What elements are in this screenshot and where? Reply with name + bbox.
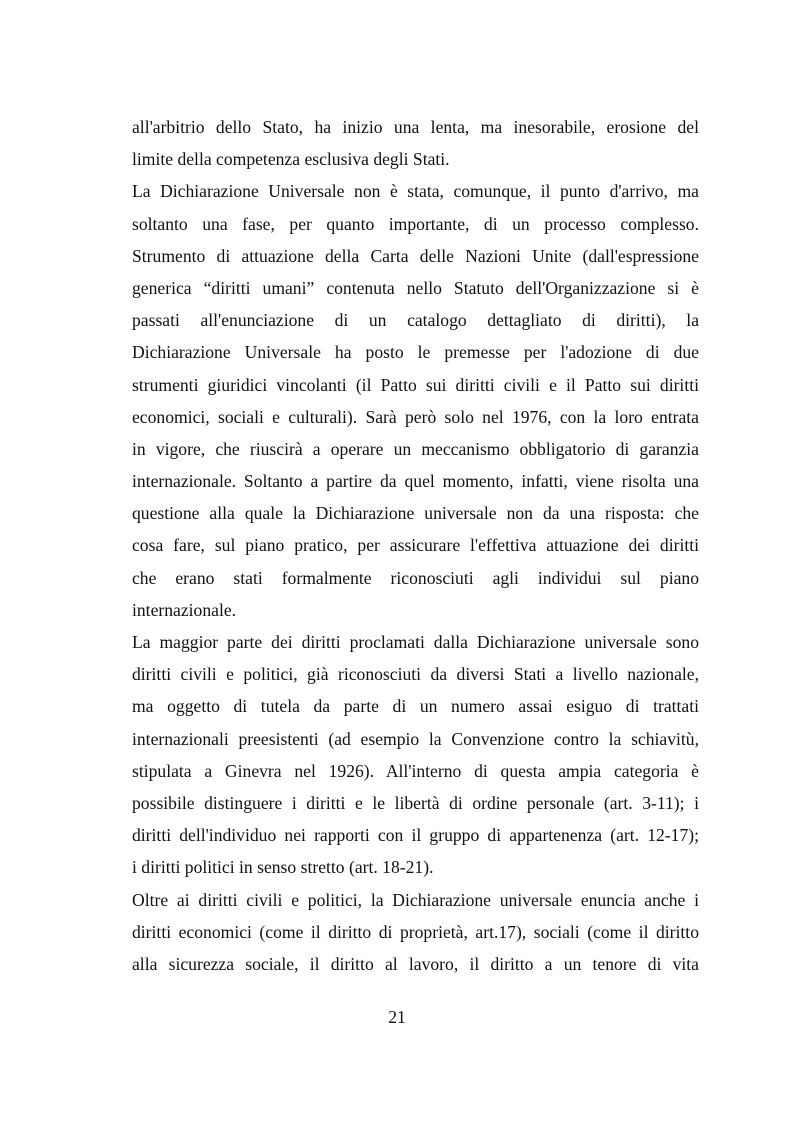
text-line: diritti dell'individuo nei rapporti con il gruppo di appartenenza (art. 12-17); [132,825,699,846]
text-line: La Dichiarazione Universale non è stata, comunque, il punto d'arrivo, ma [132,181,699,202]
text-line: Strumento di attuazione della Carta delle Nazioni Unite (dall'espressione [132,245,699,266]
text-line: che erano stati formalmente riconosciuti agli individui sul piano [132,567,699,588]
text-line: in vigore, che riuscirà a operare un meccanismo obbligatorio di garanzia [132,438,699,459]
text-line: economici, sociali e culturali). Sarà però solo nel 1976, con la loro entrata [132,406,699,427]
text-line: internazionale. Soltanto a partire da quel momento, infatti, viene risolta una [132,471,699,492]
text-line: diritti civili e politici, già riconosciuti da diversi Stati a livello nazionale, [132,664,699,685]
text-line: limite della competenza esclusiva degli Stati. [132,149,450,170]
text-line: i diritti politici in senso stretto (art. 18-21). [132,857,434,878]
text-line: soltanto una fase, per quanto importante, di un processo complesso. [132,213,699,234]
text-line: stipulata a Ginevra nel 1926). All'interno di questa ampia categoria è [132,760,699,781]
text-line: all'arbitrio dello Stato, ha inizio una lenta, ma inesorabile, erosione del [132,117,699,137]
text-line: strumenti giuridici vincolanti (il Patto sui diritti civili e il Patto sui diritti [132,374,699,395]
text-line: cosa fare, sul piano pratico, per assicurare l'effettiva attuazione dei diritti [132,535,699,556]
text-line: passati all'enunciazione di un catalogo dettagliato di diritti), la [132,310,699,331]
text-line: alla sicurezza sociale, il diritto al lavoro, il diritto a un tenore di vita [132,953,699,974]
text-line: questione alla quale la Dichiarazione universale non da una risposta: che [132,503,699,524]
page-number: 21 [388,1007,406,1027]
text-line: ma oggetto di tutela da parte di un numero assai esiguo di trattati [132,696,699,717]
text-line: generica “diritti umani” contenuta nello Statuto dell'Organizzazione si è [132,277,699,298]
text-line: internazionali preesistenti (ad esempio la Convenzione contro la schiavitù, [132,728,699,749]
text-line: La maggior parte dei diritti proclamati dalla Dichiarazione universale sono [132,632,699,652]
text-line: diritti economici (come il diritto di proprietà, art.17), sociali (come il diritto [132,921,699,942]
body-text [132,111,699,980]
text-line: Oltre ai diritti civili e politici, la Dichiarazione universale enuncia anche i [132,889,699,910]
text-line: Dichiarazione Universale ha posto le premesse per l'adozione di due [132,342,699,363]
text-line: internazionale. [132,599,237,620]
text-line: possibile distinguere i diritti e le libertà di ordine personale (art. 3-11); i [132,792,699,813]
